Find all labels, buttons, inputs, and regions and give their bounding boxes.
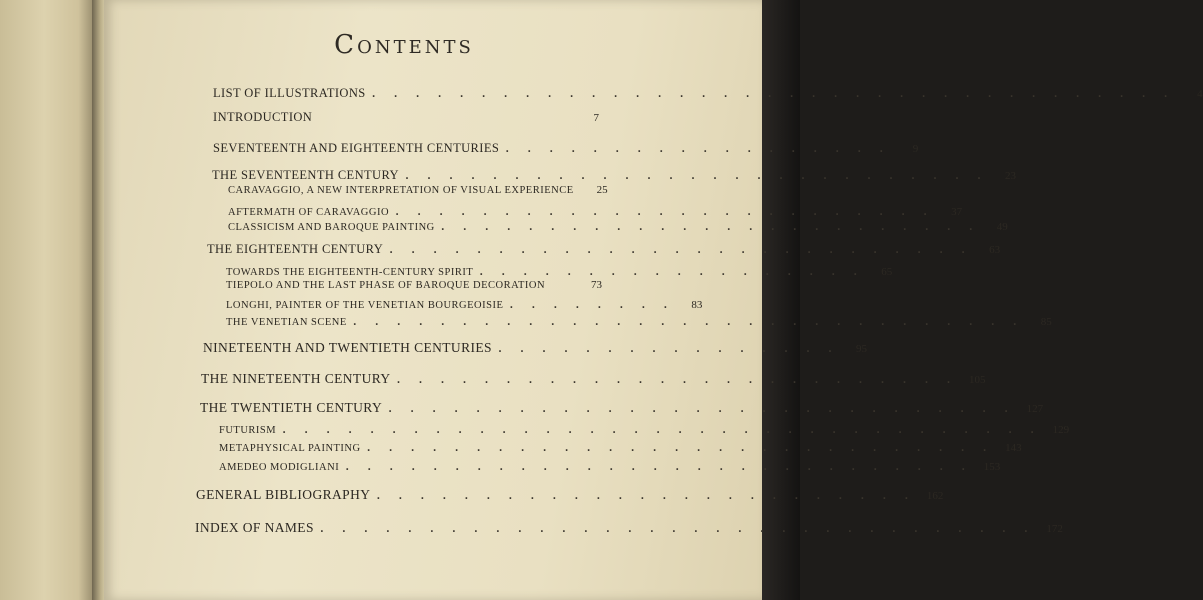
toc-entry-page: 25 — [596, 184, 608, 196]
toc-entry-label: TIEPOLO AND THE LAST PHASE OF BAROQUE DECORATION — [226, 280, 546, 291]
toc-entry — [203, 339, 867, 357]
dot-leader: . . . . . . . . . . . . . . . . . . . . . . . . . . . . . — [345, 457, 973, 474]
toc-entry-label: METAPHYSICAL PAINTING — [219, 443, 361, 454]
dot-leader: . . . . . . . . . . . . . . . . . . . . . . . . . . . — [404, 166, 988, 183]
dot-leader: . . . . . . . . . . . . . . . . . . — [479, 262, 865, 279]
toc-entry-page: 7 — [593, 112, 599, 124]
toc-entry-label: GENERAL BIBLIOGRAPHY — [196, 487, 371, 502]
toc-entry — [228, 217, 1008, 235]
toc-entry-label: THE VENETIAN SCENE — [226, 317, 347, 328]
toc-entry — [195, 519, 1063, 537]
toc-entry-page: 95 — [855, 343, 867, 355]
toc-entry-page: 73 — [591, 279, 602, 291]
toc-entry-label: CARAVAGGIO, A NEW INTERPRETATION OF VISUAL EXPERIENCE — [228, 185, 574, 196]
toc-entry-label: THE TWENTIETH CENTURY — [200, 400, 383, 415]
toc-entry-label: LONGHI, PAINTER OF THE VENETIAN BOURGEOISIE — [226, 300, 504, 311]
toc-entry — [201, 370, 986, 388]
toc-entry — [228, 184, 608, 196]
dot-leader: . . . . . . . . . . . . . . . . — [497, 339, 839, 356]
dot-leader: . . . . . . . . . . . . . . . . . . . . . . . . . . . . . . . . . . . — [282, 420, 1042, 437]
dot-leader: . . . . . . . . . . . . . . . . . . . . . . . . . . . . . — [388, 399, 1016, 416]
dot-leader: . . . . . . . . . . . . . . . . . . . . . . . . . . . . . . . — [352, 312, 1024, 329]
toc-entry — [213, 84, 1203, 102]
toc-entry — [226, 279, 602, 291]
toc-entry — [226, 262, 893, 280]
toc-entry-page: 105 — [969, 374, 986, 386]
toc-entry-page: 65 — [881, 266, 893, 278]
toc-entry-label: NINETEENTH AND TWENTIETH CENTURIES — [203, 340, 492, 355]
toc-entry-page: 153 — [983, 461, 1001, 473]
toc-entry-page: 49 — [996, 221, 1008, 233]
toc-entry — [196, 486, 944, 504]
toc-entry — [213, 139, 919, 157]
toc-entry-label: SEVENTEENTH AND EIGHTEENTH CENTURIES — [213, 141, 500, 155]
toc-entry-page: 129 — [1052, 424, 1070, 436]
toc-entry-page: 4 — [1197, 88, 1203, 100]
toc-entry-page: 83 — [691, 299, 703, 311]
dot-leader: . . . . . . . . . . . . . . . . . . . . . . . . . . . . . . . . . . . . . — [371, 84, 1175, 101]
toc-entry-label: LIST OF ILLUSTRATIONS — [213, 86, 366, 100]
toc-entry-page: 23 — [1004, 170, 1016, 182]
dot-leader: . . . . . . . . . . . . . . . . . . . . . . . . . — [440, 217, 980, 234]
dot-leader: . . . . . . . . . . . . . . . . . . . . . . . . . . . — [389, 240, 973, 257]
toc-entry-label: TOWARDS THE EIGHTEENTH-CENTURY SPIRIT — [226, 267, 474, 278]
toc-entry-label: INTRODUCTION — [213, 110, 313, 124]
toc-entry-page: 9 — [912, 143, 919, 155]
dot-leader: . . . . . . . . . . . . . . . . . . . . . . . . . — [395, 202, 935, 219]
toc-entry-label: AFTERMATH OF CARAVAGGIO — [228, 207, 390, 218]
toc-entry — [200, 399, 1044, 417]
dot-leader: . . . . . . . . . . . . . . . . . . . . . . . . . . — [396, 370, 958, 387]
dot-leader: . . . . . . . . — [509, 295, 675, 312]
dot-leader: . . . . . . . . . . . . . . . . . . — [505, 139, 891, 156]
toc-entry — [212, 166, 1016, 184]
toc-entry-page: 63 — [989, 244, 1001, 256]
toc-entry-label: THE SEVENTEENTH CENTURY — [212, 168, 399, 182]
toc-entry — [219, 457, 1001, 475]
dot-leader: . . . . . . . . . . . . . . . . . . . . . . . . . — [376, 486, 916, 503]
toc-entry-page: 162 — [926, 490, 944, 502]
toc-entry-page: 143 — [1005, 442, 1022, 454]
toc-entry-label: THE NINETEENTH CENTURY — [201, 371, 391, 386]
toc-entry-label: INDEX OF NAMES — [195, 520, 314, 535]
page-title: Contents — [334, 30, 474, 60]
toc-entry — [226, 295, 703, 313]
toc-entry-label: THE EIGHTEENTH CENTURY — [207, 242, 384, 256]
toc-entry — [226, 312, 1052, 330]
toc-entry — [207, 240, 1001, 258]
toc-entry-label: AMEDEO MODIGLIANI — [219, 462, 340, 473]
dot-leader: . . . . . . . . . . . . . . . . . . . . . . . . . . . . . — [366, 438, 994, 455]
toc-entry — [213, 110, 599, 125]
toc-entry-page: 172 — [1046, 523, 1063, 535]
dot-leader: . . . . . . . . . . . . . . . . . . . . . . . . . . . . . . . . . — [319, 519, 1035, 536]
toc-entry-page: 85 — [1040, 316, 1052, 328]
toc-entry-page: 127 — [1026, 403, 1044, 415]
toc-entry-label: FUTURISM — [219, 425, 277, 436]
toc-entry-page: 37 — [951, 206, 963, 218]
toc-entry-label: CLASSICISM AND BAROQUE PAINTING — [228, 222, 435, 233]
toc-entry — [219, 438, 1022, 456]
toc-entry — [219, 420, 1070, 438]
